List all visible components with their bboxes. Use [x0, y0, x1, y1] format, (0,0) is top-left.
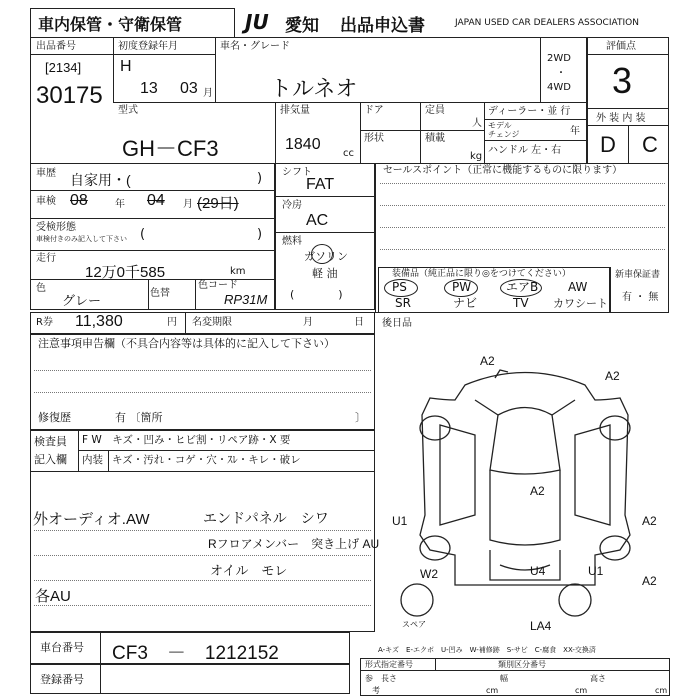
model-year-unit: 年 — [570, 126, 580, 137]
warranty-value: 有 ・ 無 — [622, 292, 659, 303]
fuel-gas-circle — [311, 244, 333, 264]
shift-label: シフト — [282, 167, 312, 178]
repair-close: 〕 — [355, 411, 366, 424]
diagram-mark-a2-right: A2 — [642, 514, 657, 528]
width-label: 幅 — [500, 674, 508, 683]
equip-airbag-circle — [500, 279, 542, 297]
fuel-other: ( ) — [290, 288, 343, 301]
equip-aw: AW — [568, 280, 588, 294]
warranty-label: 新車保証書 — [615, 270, 661, 280]
score-value: 3 — [612, 60, 633, 101]
inspector-int-line: キズ・汚れ・コゲ・穴・ｽﾚ・キレ・破レ — [112, 454, 301, 466]
disp-label: 排気量 — [280, 105, 310, 116]
sales-point-label: セールスポイント（正常に機能するものに限ります） — [383, 165, 623, 176]
remark-line-4: オイル モレ — [210, 563, 288, 578]
diagram-mark-a2-roof: A2 — [530, 484, 545, 498]
ac-value: AC — [306, 212, 329, 229]
history-close: ) — [257, 171, 263, 186]
equipment-grid — [378, 280, 610, 313]
inspection-year-unit: 年 — [115, 199, 125, 210]
month-unit: 月 — [203, 88, 213, 99]
diagram-mark-a2-rear: A2 — [642, 574, 657, 588]
equip-navi: ナビ — [453, 296, 478, 310]
length-cm: cm — [486, 686, 499, 695]
doc-title: 出品申込書 — [340, 16, 425, 36]
disp-value: 1840 — [285, 136, 321, 153]
inspector-fw-line: F W キズ・凹み・ヒビ割・リペア跡・X 要 — [82, 434, 291, 446]
int-grade: C — [642, 132, 658, 157]
class-label: 類別区分番号 — [498, 660, 546, 669]
ju-logo: JU — [245, 10, 269, 34]
mileage-unit: km — [230, 266, 246, 277]
lot-bracket: [2134] — [45, 60, 82, 75]
ext-int-label: 外 装 内 装 — [596, 113, 646, 124]
capacity-unit: 人 — [472, 118, 482, 129]
association-name: JAPAN USED CAR DEALERS ASSOCIATION — [455, 18, 639, 28]
equip-tv: TV — [513, 296, 529, 310]
equip-airbag: エアB — [506, 280, 539, 294]
dealer-label: ディーラー・並 行 — [488, 106, 571, 117]
height-cm: cm — [655, 686, 668, 695]
history-label: 車歴 — [36, 168, 56, 179]
inspection-month: 04 — [147, 192, 165, 209]
r-label: R券 — [36, 317, 53, 328]
car-damage-diagram — [380, 340, 670, 660]
equip-pw: PW — [452, 280, 472, 294]
color-value: グレー — [62, 293, 102, 308]
notice-title: 注意事項申告欄（不具合内容等は具体的に記入して下さい） — [38, 337, 335, 350]
history-value: 自家用・( — [70, 172, 131, 188]
inspection-year: 08 — [70, 192, 88, 209]
accept-value: ( — [140, 227, 146, 242]
damage-legend: A-キズ E-エクボ U-凹み W-補修跡 S-サビ C-腐食 XX-交換済 — [378, 646, 596, 654]
color-code-value: RP31M — [224, 292, 268, 307]
drive-4wd: 4WD — [547, 82, 571, 93]
accept-sub: 車検付きのみ記入して下さい — [36, 235, 127, 243]
accept-close: ) — [257, 227, 263, 242]
lot-number-label: 出品番号 — [36, 41, 76, 52]
first-reg-era: H — [120, 58, 132, 75]
spare-label: スペア — [402, 620, 426, 629]
equip-sr: SR — [395, 296, 411, 310]
equip-ps-circle — [384, 279, 418, 297]
chassis-value: CF3 － 1212152 — [112, 643, 279, 664]
fuel-gas: ガソリン — [304, 250, 348, 263]
inspector-int-label: 内装 — [82, 454, 103, 466]
shape-label: 形状 — [364, 133, 384, 144]
handle-label: ハンドル 左・右 — [488, 145, 562, 156]
ref-label: 考 — [372, 686, 380, 695]
remarks-block — [30, 472, 375, 632]
drive-dot: ・ — [556, 68, 566, 79]
score-label: 評価点 — [606, 41, 636, 52]
repair-value: 有 〔箇所 — [115, 411, 163, 424]
type-label: 型式 — [118, 105, 138, 116]
model-change-label: チェンジ — [488, 130, 520, 139]
load-label: 積載 — [425, 133, 445, 144]
equipment-title: 装備品（純正品に限り◎をつけてください） — [392, 269, 571, 279]
diagram-mark-u1-left: U1 — [392, 514, 408, 528]
org-name: 愛知 — [285, 16, 319, 36]
car-name-value: トルネオ — [270, 76, 358, 101]
fuel-diesel: 軽 油 — [312, 267, 338, 280]
mileage-label: 走行 — [36, 253, 56, 264]
ext-grade: D — [600, 132, 616, 157]
title-due-label: 名変期限 — [192, 317, 232, 328]
inspection-day: (29日) — [197, 195, 239, 212]
first-reg-month: 03 — [180, 80, 198, 97]
r-unit: 円 — [167, 317, 177, 328]
diagram-mark-la4: LA4 — [530, 619, 552, 633]
remark-line-1: 外オーディオ.AW — [33, 511, 150, 528]
diagram-mark-u4: U4 — [530, 564, 546, 578]
model-label: モデル — [488, 121, 512, 130]
lot-number: 30175 — [36, 82, 103, 109]
height-label: 高さ — [590, 674, 606, 683]
length-label: 参 長さ — [365, 674, 397, 683]
load-unit: kg — [470, 151, 483, 162]
repair-label: 修復歴 — [38, 411, 71, 424]
chassis-label: 車台番号 — [40, 641, 84, 654]
diagram-mark-a2-front-right: A2 — [605, 369, 620, 383]
inspector-label-1: 検査員 — [34, 435, 67, 448]
inspector-label-2: 記入欄 — [34, 453, 67, 466]
storage-title: 車内保管・守衛保管 — [38, 15, 183, 34]
width-cm: cm — [575, 686, 588, 695]
first-reg-year: 13 — [140, 80, 158, 97]
inspection-month-unit: 月 — [183, 199, 193, 210]
fuel-label: 燃料 — [282, 236, 302, 247]
remark-line-2: エンドパネル シワ — [203, 510, 329, 526]
color-code-label: 色コード — [198, 280, 238, 291]
reg-label: 登録番号 — [40, 673, 84, 686]
form-label: 形式指定番号 — [365, 660, 413, 669]
r-value: 11,380 — [75, 313, 123, 330]
color-change-label: 色替 — [150, 288, 170, 299]
equip-ps: PS — [392, 280, 407, 294]
drive-2wd: 2WD — [547, 53, 571, 64]
diagram-mark-a2-front: A2 — [480, 354, 495, 368]
diagram-mark-w2: W2 — [420, 567, 438, 581]
remark-line-5: 各AU — [35, 588, 71, 605]
later-items-label: 後日品 — [382, 318, 412, 329]
accept-label: 受検形態 — [36, 222, 76, 233]
type-value: GH－CF3 — [122, 136, 219, 161]
first-reg-label: 初度登録年月 — [118, 41, 178, 52]
color-label: 色 — [36, 283, 46, 294]
door-label: ドア — [364, 105, 384, 116]
due-day-unit: 日 — [354, 317, 364, 328]
equip-leather: カワシート — [553, 297, 608, 310]
ac-label: 冷房 — [282, 200, 302, 211]
mileage-value: 12万0千585 — [85, 264, 166, 281]
capacity-label: 定員 — [425, 105, 445, 116]
shift-value: FAT — [306, 176, 335, 193]
equip-pw-circle — [444, 279, 478, 297]
due-month-unit: 月 — [303, 317, 313, 328]
car-name-label: 車名・グレード — [220, 41, 290, 52]
disp-unit: cc — [343, 148, 354, 159]
remark-line-3: Rフロアメンバー 突き上げ AU — [208, 537, 380, 551]
diagram-mark-u1-right: U1 — [588, 564, 604, 578]
inspection-label: 車検 — [36, 196, 56, 207]
